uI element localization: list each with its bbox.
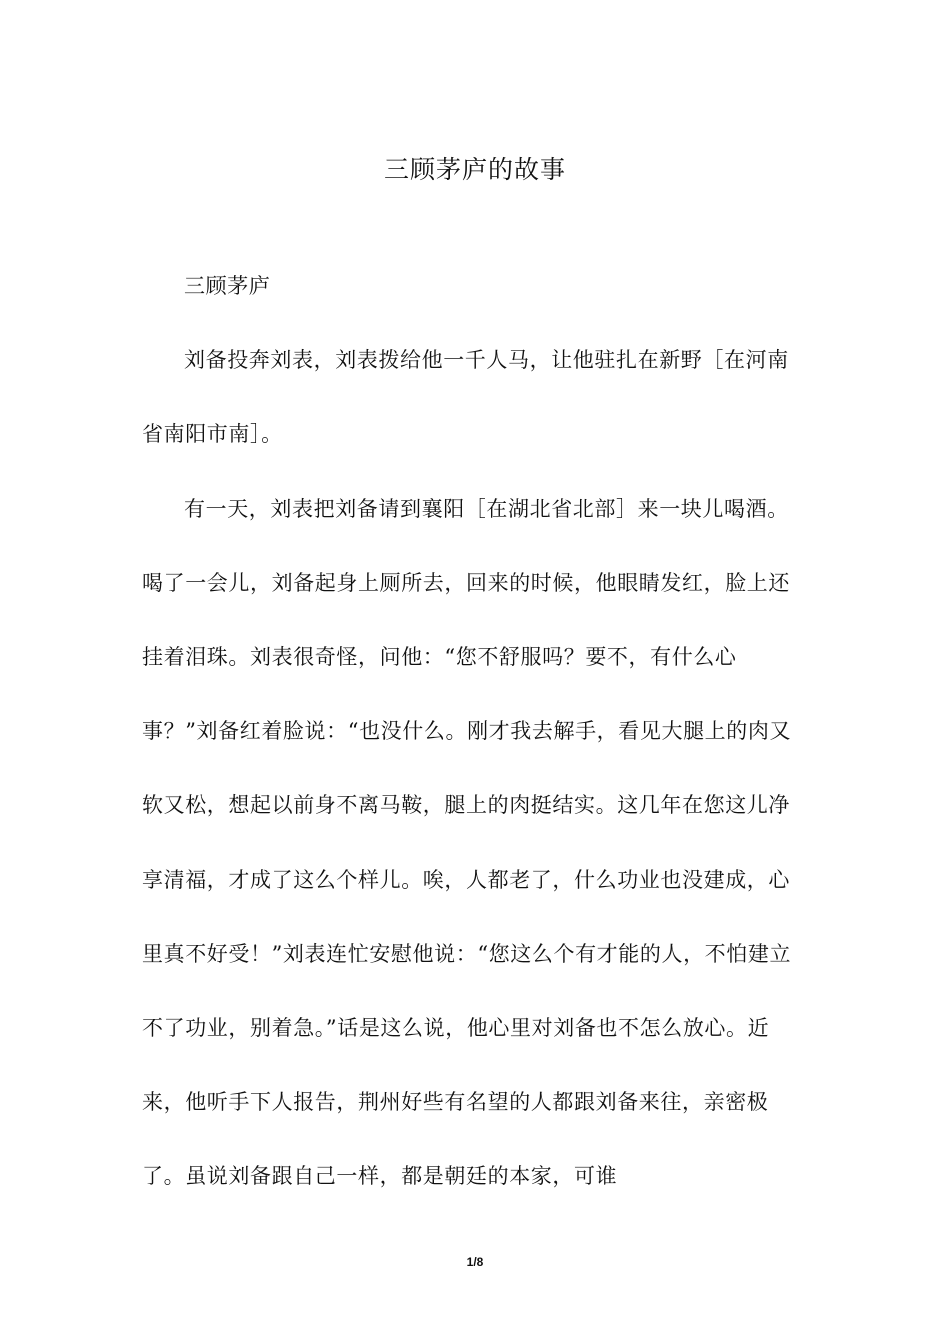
- page-number: 1/8: [466, 1255, 484, 1269]
- paragraph-heading: 三顾茅庐: [184, 274, 271, 298]
- document-body: [142, 249, 798, 1214]
- document-title: 三顾茅庐的故事: [383, 155, 566, 184]
- paragraph: 刘备投奔刘表，刘表拨给他一千人马，让他驻扎在新野［在河南省南阳市南］。: [142, 348, 789, 447]
- paragraph: 有一天，刘表把刘备请到襄阳［在湖北省北部］来一块儿喝酒。喝了一会儿，刘备起身上厕所去，回来的时候，他眼睛发红，脸上还挂着泪珠。刘表很奇怪，问他：“您不舒服吗？要不，有什么心事？”刘备红着脸说：“也没什么。刚才我去解手，看见大腿上的肉又软又松，想起以前身不离马鞍，腿上的肉挺结实。这几年在您这儿净享清福，才成了这么个样儿。唉，人都老了，什么功业也没建成，心里真不好受！”刘表连忙安慰他说：“您这么个有才能的人，不怕建立不了功业，别着急。”话是这么说，他心里对刘备也不怎么放心。近来，他听手下人报告，荆州好些有名望的人都跟刘备来往，亲密极了。虽说刘备跟自己一样，都是朝廷的本家，可谁: [142, 496, 792, 1189]
